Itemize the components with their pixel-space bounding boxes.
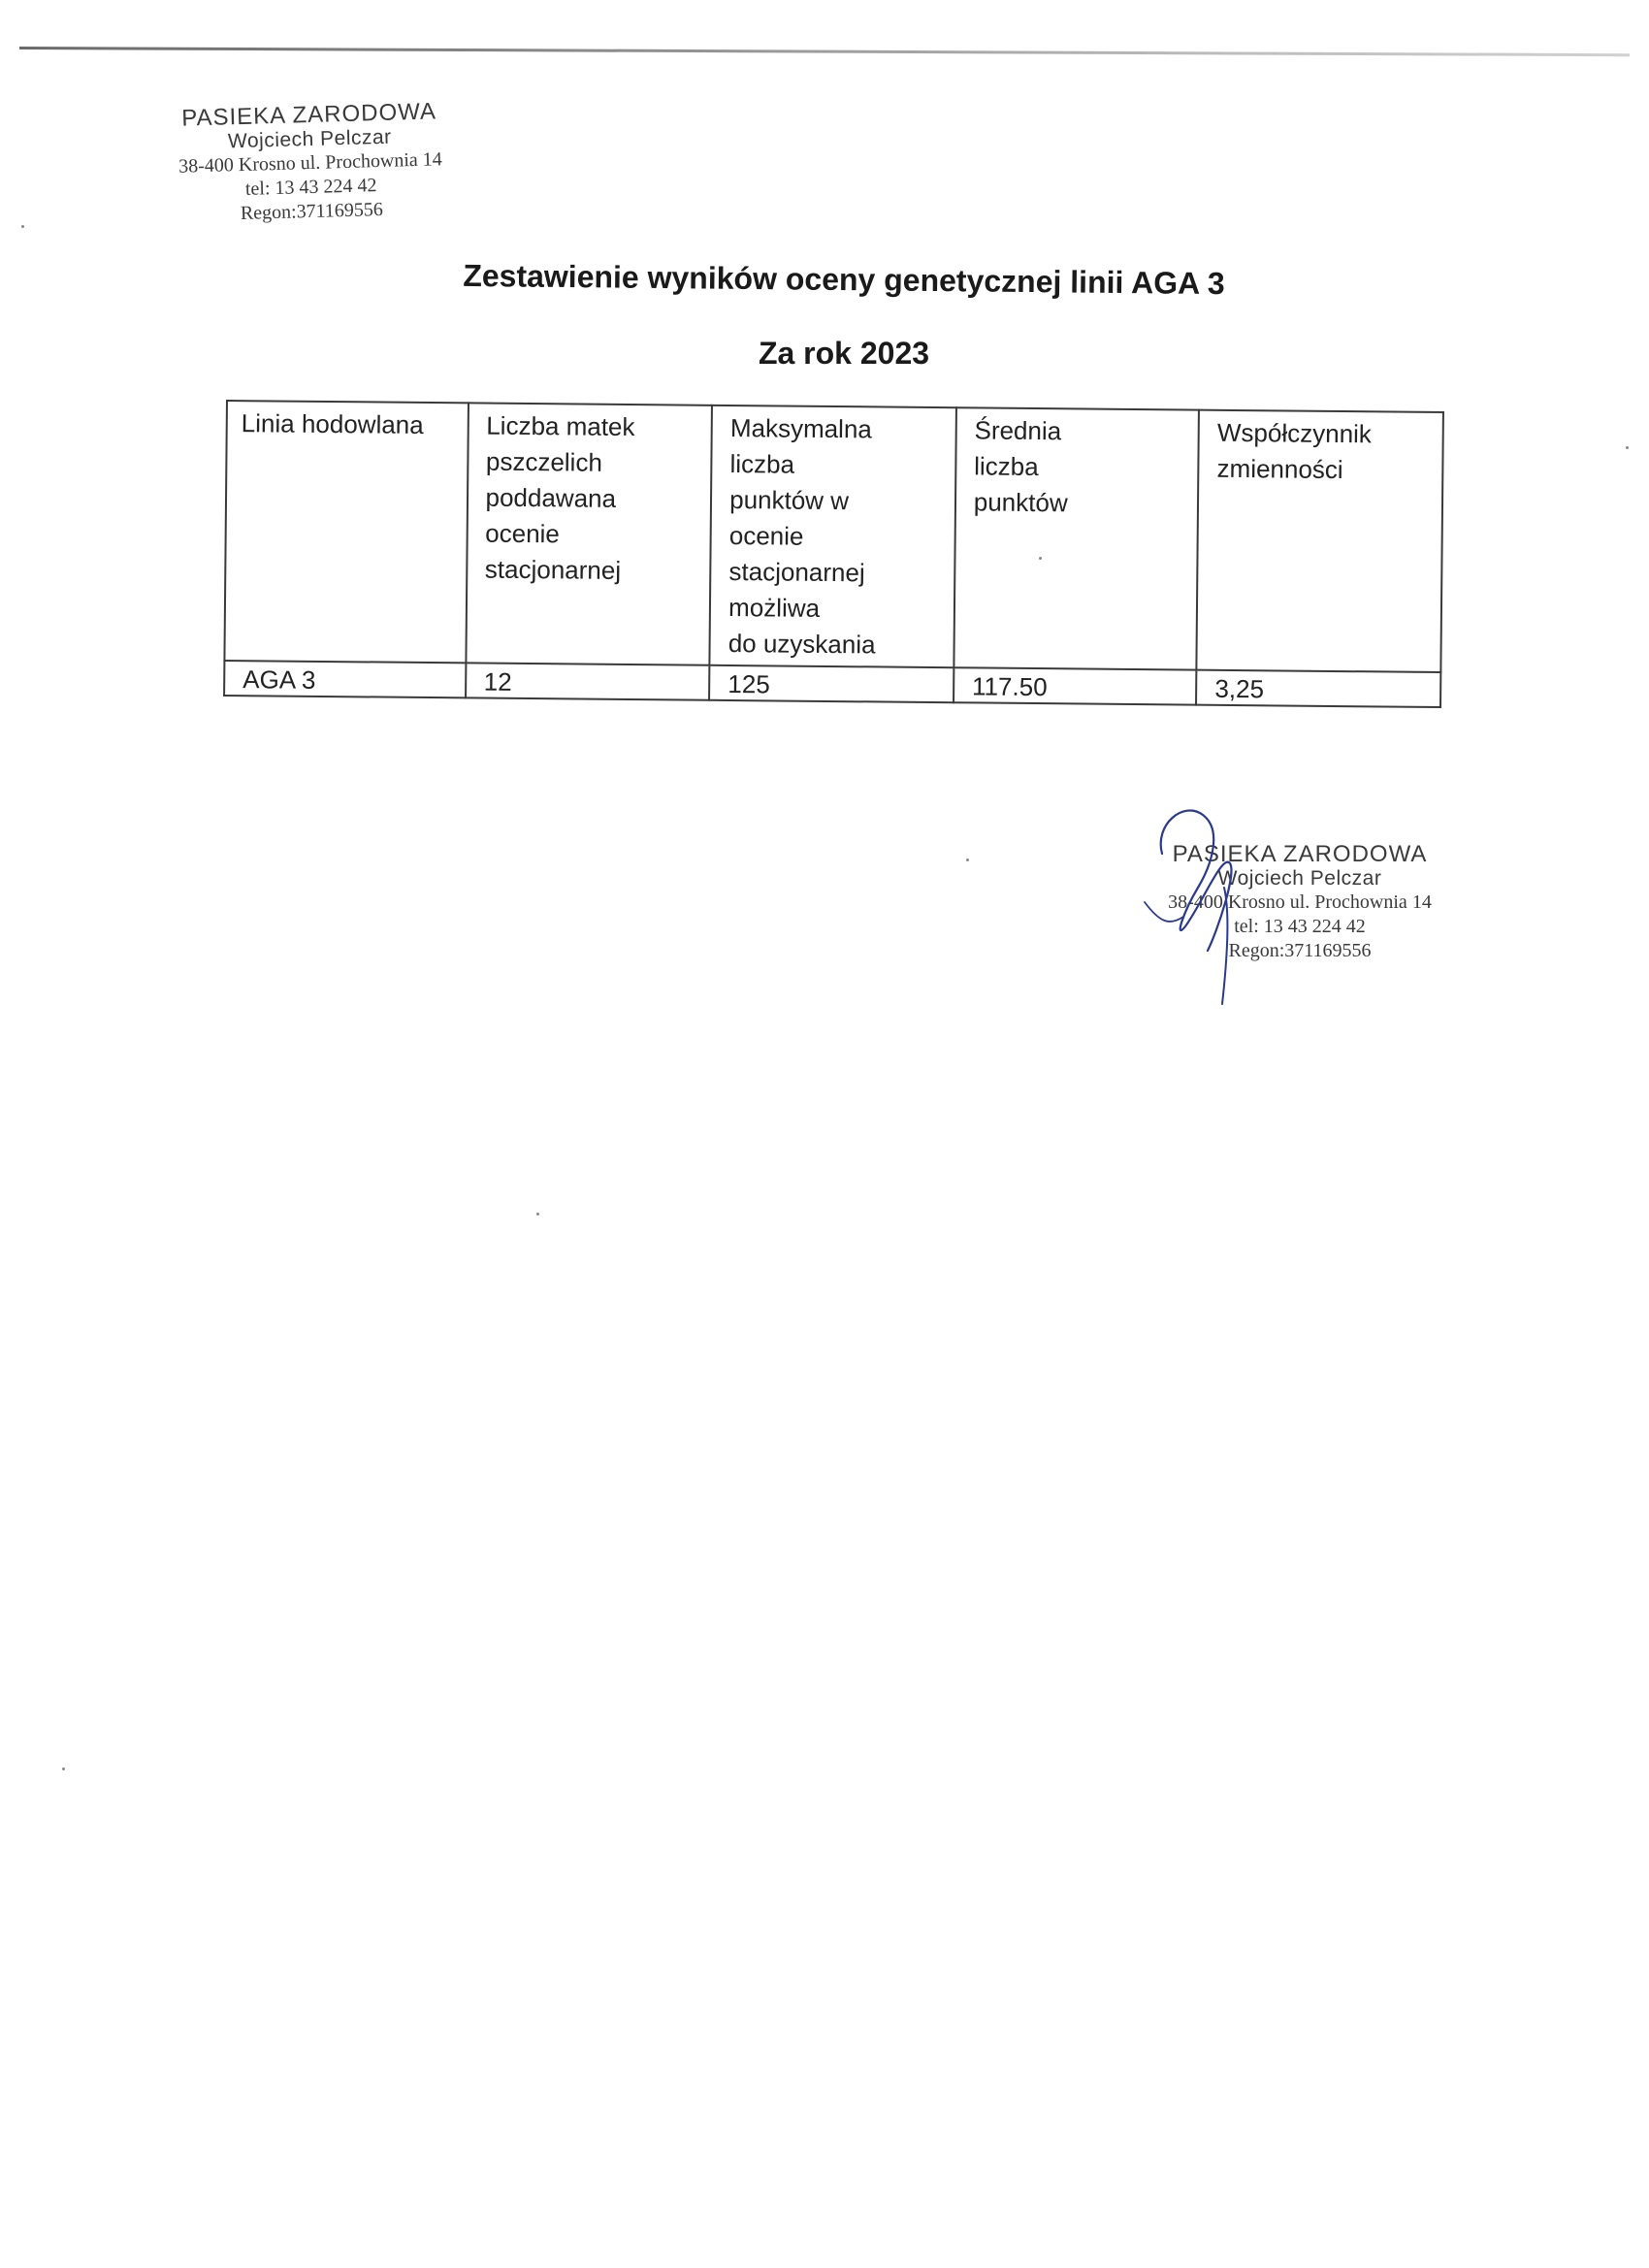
signature-stamp — [1125, 842, 1474, 963]
scan-speck — [1039, 557, 1042, 560]
document-title: Zestawienie wyników oceny genetycznej linii AGA 3 — [463, 257, 1225, 302]
header-variation-coefficient: Współczynnik zmienności — [1197, 410, 1443, 672]
cell-max-points: 125 — [709, 665, 954, 702]
cell-breeding-line: AGA 3 — [224, 661, 466, 697]
cell-queen-count: 12 — [466, 663, 710, 699]
signature-stamp-name: PASIEKA ZARODOWA — [1172, 841, 1428, 867]
scan-speck — [536, 1213, 539, 1215]
signature-stamp-address: 38-400 Krosno ul. Prochownia 14 — [1168, 891, 1432, 913]
letterhead-address: 38-400 Krosno ul. Prochownia 14 — [178, 148, 443, 178]
header-average-points: Średnia liczba punktów — [954, 407, 1199, 669]
letterhead-stamp — [134, 98, 486, 229]
scan-speck — [1626, 446, 1629, 449]
letterhead-phone: tel: 13 43 224 42 — [244, 175, 377, 200]
document-subtitle: Za rok 2023 — [758, 336, 930, 371]
scan-speck — [62, 1767, 65, 1770]
letterhead-regon: Regon:371169556 — [240, 198, 384, 225]
signature-stamp-regon: Regon:371169556 — [1228, 940, 1372, 961]
cell-variation-coefficient: 3,25 — [1196, 670, 1440, 707]
cell-average-points: 117.50 — [954, 667, 1197, 704]
scan-speck — [966, 859, 969, 861]
results-table — [223, 400, 1444, 708]
letterhead-name: PASIEKA ZARODOWA — [180, 98, 437, 132]
letterhead-person: Wojciech Pelczar — [227, 125, 392, 153]
signature-stamp-phone: tel: 13 43 224 42 — [1234, 916, 1366, 937]
table-header-row — [224, 401, 1443, 672]
header-breeding-line: Linia hodowlana — [224, 401, 468, 663]
signature-stamp-person: Wojciech Pelczar — [1217, 867, 1382, 890]
scan-edge-line — [19, 47, 1630, 56]
header-max-points: Maksymalna liczba punktów w ocenie stacjonarnej możliwa do uzyskania — [710, 405, 956, 667]
scan-speck — [21, 225, 24, 228]
header-queen-count: Liczba matek pszczelich poddawana ocenie stacjonarnej — [466, 403, 712, 664]
